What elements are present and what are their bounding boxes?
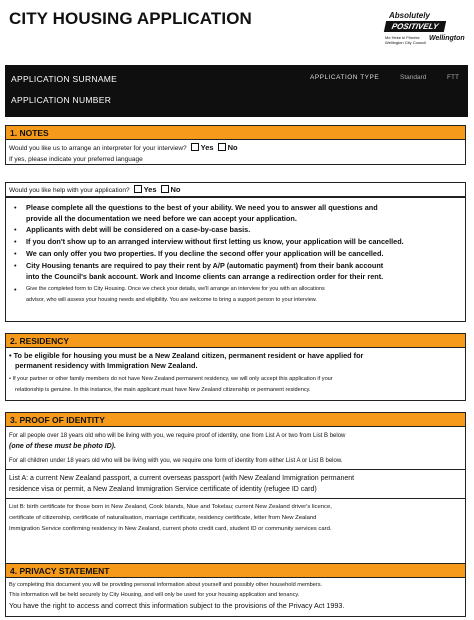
applicant-bar	[5, 65, 468, 117]
council-logo: Absolutely POSITIVELY Me Heke ki Pōneke Wellington City Council Wellington	[385, 11, 465, 45]
language-prompt[interactable]: If yes, please indicate your preferred language	[9, 156, 143, 163]
residency-heading: 2. RESIDENCY	[5, 333, 466, 348]
identity-box	[5, 426, 466, 568]
list-a-text: List A: a current New Zealand passport, a current overseas passport (with New Zealand Immigration permanent	[9, 475, 355, 482]
list-b-text: Immigration Service confirming residency in New Zealand, current photo credit card, student ID or community services card.	[9, 526, 332, 532]
page-title: CITY HOUSING APPLICATION	[9, 9, 252, 28]
list-a-text: residence visa or permit, a New Zealand Immigration Service certificate of identity (refugee ID card)	[9, 486, 317, 493]
help-yes-checkbox[interactable]	[134, 185, 142, 193]
privacy-text: You have the right to access and correct this information subject to the provisions of the Privacy Act 1993.	[9, 601, 345, 610]
residency-line: If your partner or other family members do not have New Zealand permanent residency, we will only accept this application if your	[12, 376, 333, 382]
help-question: Would you like help with your application?	[9, 187, 130, 194]
privacy-text: This information will be held securely by City Housing, and will only be used for your housing application and tenancy.	[9, 592, 300, 598]
type-option-ftt[interactable]: FTT	[447, 74, 459, 81]
residency-line: To be eligible for housing you must be a New Zealand citizen, permanent resident or have applied for	[13, 351, 364, 360]
identity-heading: 3. PROOF OF IDENTITY	[5, 412, 466, 427]
residency-line: relationship is genuine. In this instance, the main applicant must have New Zealand citizenship or permanent residency.	[15, 387, 311, 393]
help-no-checkbox[interactable]	[161, 185, 169, 193]
list-item: Applicants with debt will be considered on a case-by-case basis.	[26, 225, 251, 234]
identity-text: (one of these must be photo ID).	[9, 443, 116, 450]
application-type-label: APPLICATION TYPE	[310, 74, 380, 81]
list-item: City Housing tenants are required to pay their rent by A/P (automatic payment) from their bank account	[26, 261, 384, 270]
interpreter-yes-checkbox[interactable]	[191, 143, 199, 151]
help-box: Would you like help with your application? Yes No	[5, 182, 466, 197]
privacy-text: By completing this document you will be providing personal information about yourself and possibly other household members.	[9, 582, 323, 588]
privacy-heading: 4. PRIVACY STATEMENT	[5, 563, 466, 578]
list-item: Give the completed form to City Housing. Once we check your details, we'll arrange an interview for you with an allocations	[26, 286, 325, 292]
identity-text: For all children under 18 years old who will be living with you, we require one form of identity from either List A or List B below.	[9, 458, 343, 464]
privacy-box	[5, 577, 466, 617]
application-number-field[interactable]: APPLICATION NUMBER	[11, 95, 112, 105]
interpreter-question: Would you like us to arrange an interpreter for your interview?	[9, 145, 187, 152]
interpreter-no-checkbox[interactable]	[218, 143, 226, 151]
identity-text: For all people over 18 years old who will be living with you, we require proof of identity, one from List A or two from List B below	[9, 433, 346, 439]
list-item: If you don't show up to an arranged interview without first letting us know, your application will be cancelled.	[26, 237, 404, 246]
residency-box: • To be eligible for housing you must be a New Zealand citizen, permanent resident or have applied for permanent residency with Immigration New Zealand. • If your partner or other family members do not have New Zealand permanent residency, we will only accept this application if your relationship is genuine. In this instance, the main applicant must have New Zealand citizenship or permanent residency.	[5, 347, 466, 401]
type-option-standard[interactable]: Standard	[400, 74, 427, 81]
surname-field[interactable]: APPLICATION SURNAME	[11, 74, 118, 84]
list-b-text: certificate of citizenship, certificate of naturalisation, marriage certificate, residency certificate, letter from New Zealand	[9, 515, 317, 521]
residency-line: permanent residency with Immigration New Zealand.	[15, 361, 198, 370]
list-item: We can only offer you two properties. If you decline the second offer your application will be cancelled.	[26, 249, 384, 258]
list-b-text: List B: birth certificate for those born in New Zealand, Cook Islands, Niue and Tokelau; current New Zealand driver's licence,	[9, 504, 332, 510]
list-item: advisor, who will assess your housing needs and eligibility. You are welcome to bring a support person to your interview.	[26, 297, 317, 303]
notes-list: • Please complete all the questions to the best of your ability. We need you to answer all questions and provide all the documentation we need before we can accept your application. • Applicants with debt will be considered on a case-by-case basis. • If you don't show up to an arranged interview without first letting us know, your application will be cancelled. • We can only offer you two properties. If you decline the second offer your application will be cancelled. • City Housing tenants are required to pay their rent by A/P (automatic payment) from their bank account into the Council's bank account. Work and Income clients can arrange a redirection order for their rent. • Give the completed form to City Housing. Once we check your details, we'll arrange an interview for you with an allocations advisor, who will assess your housing needs and eligibility. You are welcome to bring a support person to your interview.	[5, 197, 466, 322]
list-item: provide all the documentation we need before we can accept your application.	[26, 214, 297, 223]
list-item: Please complete all the questions to the best of your ability. We need you to answer all questions and	[26, 203, 378, 212]
list-item: into the Council's bank account. Work and Income clients can arrange a redirection order for their rent.	[26, 272, 384, 281]
interpreter-box: Would you like us to arrange an interpreter for your interview? Yes No If yes, please indicate your preferred language	[5, 139, 466, 165]
notes-heading: 1. NOTES	[5, 125, 466, 140]
